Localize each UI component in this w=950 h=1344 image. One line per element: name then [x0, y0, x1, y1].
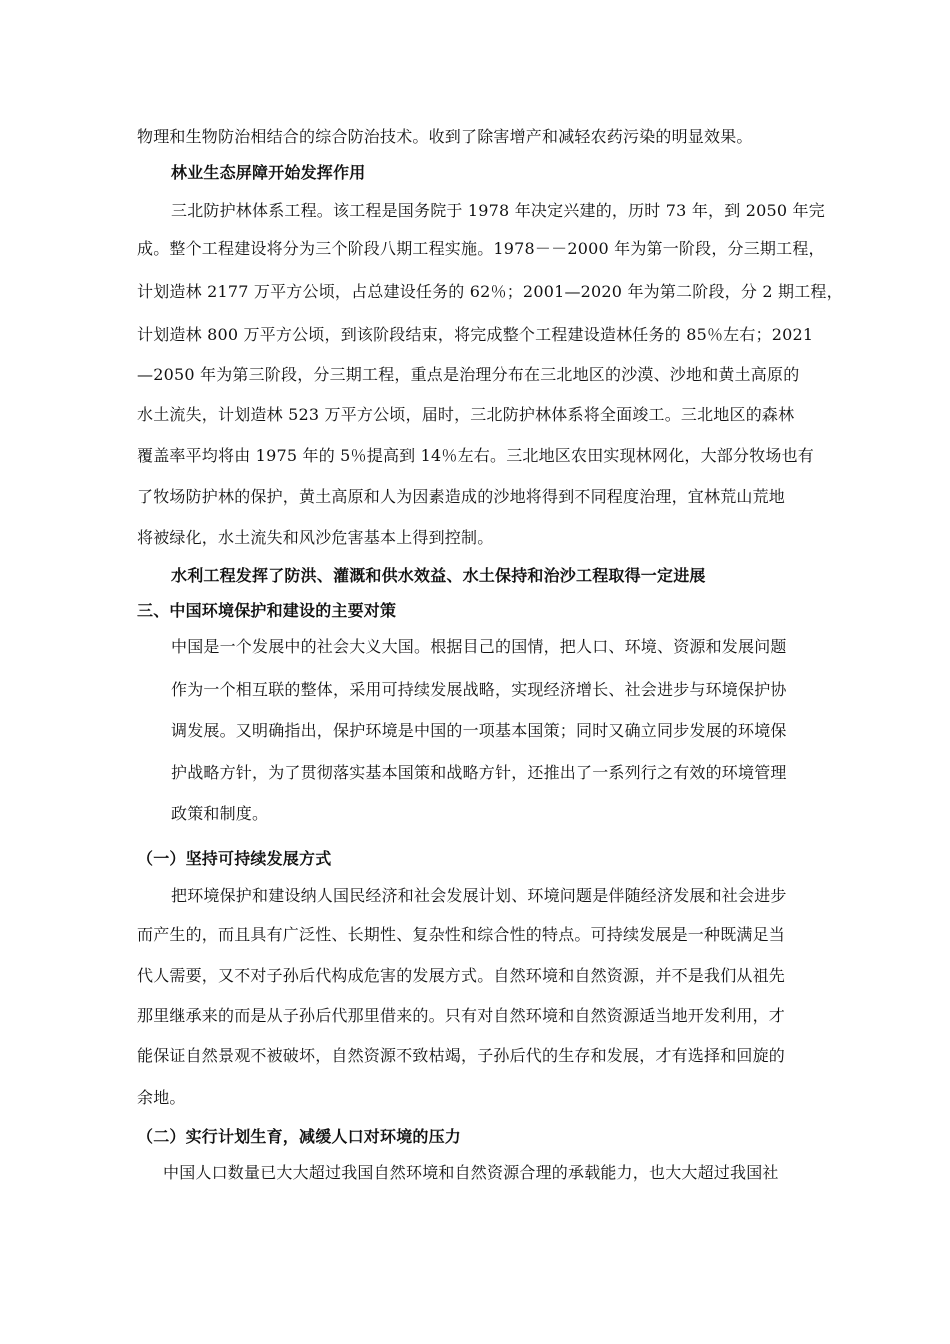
paragraph-line: 能保证自然景观不被破坏，自然资源不致枯竭，子孙后代的生存和发展，才有选择和回旋的: [137, 1046, 786, 1065]
section-heading: （二）实行计划生育，减缓人口对环境的压力: [137, 1127, 462, 1146]
paragraph-line: 覆盖率平均将由 1975 年的 5％提高到 14％左右。三北地区农田实现林网化，大部分牧场也有: [137, 446, 815, 465]
paragraph-line: 成。整个工程建设将分为三个阶段八期工程实施。1978－－2000 年为第一阶段，分三期工程，: [137, 239, 825, 258]
paragraph-line: 计划造林 2177 万平方公顷，占总建设任务的 62％；2001—2020 年为第二阶段，分 2 期工程，: [137, 282, 843, 301]
paragraph-line: 而产生的，而且具有广泛性、长期性、复杂性和综合性的特点。可持续发展是一种既满足当: [137, 925, 786, 944]
paragraph-line: —2050 年为第三阶段，分三期工程，重点是治理分布在三北地区的沙漠、沙地和黄土高原的: [137, 365, 800, 384]
paragraph-line: 中国是一个发展中的社会大义大国。根据目己的国情，把人口、环境、资源和发展问题: [171, 637, 787, 656]
paragraph-line: 护战略方针，为了贯彻落实基本国策和战略方针，还推出了一系列行之有效的环境管理: [171, 763, 787, 782]
paragraph-line: 水土流失，计划造林 523 万平方公顷，届时，三北防护林体系将全面竣工。三北地区的森林: [137, 405, 795, 424]
section-heading: （一）坚持可持续发展方式: [137, 849, 332, 868]
paragraph-line: 把环境保护和建设纳人国民经济和社会发展计划、环境问题是伴随经济发展和社会进步: [171, 886, 787, 905]
paragraph-line: 代人需要，又不对子孙后代构成危害的发展方式。自然环境和自然资源，并不是我们从祖先: [137, 966, 786, 985]
paragraph-line: 中国人口数量已大大超过我国自然环境和自然资源合理的承载能力，也大大超过我国社: [163, 1163, 779, 1182]
paragraph-line: 三北防护林体系工程。该工程是国务院于 1978 年决定兴建的，历时 73 年，到 2050 年完: [171, 201, 825, 220]
paragraph-line: 将被绿化，水土流失和风沙危害基本上得到控制。: [137, 528, 494, 547]
paragraph-line: 作为一个相互联的整体，采用可持续发展战略，实现经济增长、社会进步与环境保护协: [171, 680, 787, 699]
paragraph-line: 计划造林 800 万平方公顷，到该阶段结束，将完成整个工程建设造林任务的 85％左右；2021: [137, 325, 814, 344]
section-heading: 水利工程发挥了防洪、灌溉和供水效益、水土保持和治沙工程取得一定进展: [171, 566, 706, 585]
paragraph-line: 那里继承来的而是从子孙后代那里借来的。只有对自然环境和自然资源适当地开发利用，才: [137, 1006, 786, 1025]
paragraph-line: 物理和生物防治相结合的综合防治技术。收到了除害增产和减轻农药污染的明显效果。: [137, 127, 753, 146]
paragraph-line: 了牧场防护林的保护，黄土高原和人为因素造成的沙地将得到不同程度治理，宜林荒山荒地: [137, 487, 786, 506]
section-heading: 林业生态屏障开始发挥作用: [171, 163, 366, 182]
paragraph-line: 余地。: [137, 1088, 186, 1107]
paragraph-line: 政策和制度。: [171, 804, 269, 823]
section-heading: 三、中国环境保护和建设的主要对策: [137, 601, 397, 620]
paragraph-line: 调发展。又明确指出，保护环境是中国的一项基本国策；同时又确立同步发展的环境保: [171, 721, 787, 740]
